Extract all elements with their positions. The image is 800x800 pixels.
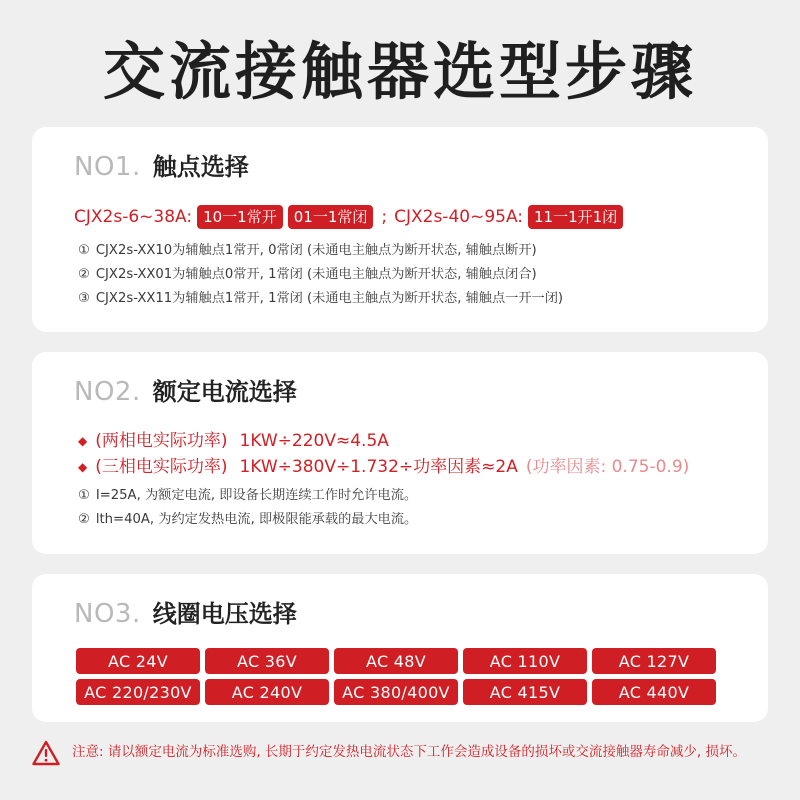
list-item bbox=[78, 484, 417, 508]
formula-text: 1KW÷220V≈4.5A bbox=[239, 431, 389, 451]
item-number: ① bbox=[78, 243, 90, 258]
section-header bbox=[74, 372, 297, 407]
item-text: CJX2s-XX10为辅触点1常开, 0常闭 (未通电主触点为断开状态, 辅触点断开) bbox=[95, 243, 537, 258]
warning-note bbox=[32, 740, 772, 766]
item-text: lth=40A, 为约定发热电流, 即极限能承载的最大电流。 bbox=[95, 512, 418, 527]
model-label: CJX2s-40~95A: bbox=[394, 207, 524, 227]
item-number: ② bbox=[78, 267, 90, 282]
voltage-tag: AC 24V bbox=[76, 648, 200, 674]
item-number: ② bbox=[78, 512, 90, 527]
item-number: ① bbox=[78, 488, 90, 503]
section-title: 触点选择 bbox=[152, 153, 249, 181]
item-text: CJX2s-XX11为辅触点1常开, 1常闭 (未通电主触点为断开状态, 辅触点一开一闭) bbox=[95, 291, 564, 306]
voltage-tag: AC 48V bbox=[334, 648, 458, 674]
formula-label: (两相电实际功率) bbox=[95, 431, 228, 451]
voltage-grid bbox=[76, 648, 726, 705]
item-text: CJX2s-XX01为辅触点0常开, 1常闭 (未通电主触点为断开状态, 辅触点闭合) bbox=[95, 267, 537, 282]
power-formulas bbox=[78, 428, 689, 480]
warning-triangle-icon bbox=[32, 740, 60, 766]
item-text: I=25A, 为额定电流, 即设备长期连续工作时允许电流。 bbox=[95, 488, 418, 503]
formula-line bbox=[78, 454, 689, 480]
section-number: NO3. bbox=[74, 599, 141, 629]
voltage-tag: AC 240V bbox=[205, 679, 329, 705]
voltage-tag: AC 127V bbox=[592, 648, 716, 674]
diamond-icon: ◆ bbox=[78, 460, 88, 474]
model-contact-row bbox=[74, 205, 623, 229]
current-notes bbox=[78, 484, 417, 532]
contact-tag: 11一1开1闭 bbox=[528, 205, 623, 229]
list-item bbox=[78, 287, 563, 311]
power-factor-note: (功率因素: 0.75-0.9) bbox=[525, 457, 690, 477]
page-title: 交流接触器选型步骤 bbox=[102, 35, 697, 108]
item-number: ③ bbox=[78, 291, 90, 306]
formula-text: 1KW÷380V÷1.732÷功率因素≈2A bbox=[239, 457, 518, 477]
model-label: CJX2s-6~38A: bbox=[74, 207, 193, 227]
diamond-icon: ◆ bbox=[78, 434, 88, 448]
section-number: NO2. bbox=[74, 377, 141, 407]
section-header bbox=[74, 147, 249, 182]
separator: ; bbox=[381, 207, 388, 227]
formula-line bbox=[78, 428, 689, 454]
voltage-tag: AC 440V bbox=[592, 679, 716, 705]
formula-label: (三相电实际功率) bbox=[95, 457, 228, 477]
contact-tag: 10一1常开 bbox=[197, 205, 283, 229]
list-item bbox=[78, 239, 563, 263]
contact-notes bbox=[78, 239, 563, 311]
voltage-tag: AC 415V bbox=[463, 679, 587, 705]
warning-text: 注意: 请以额定电流为标准选购, 长期于约定发热电流状态下工作会造成设备的损坏或交流接触器寿命减少, 损坏。 bbox=[72, 744, 747, 760]
voltage-tag: AC 380/400V bbox=[334, 679, 458, 705]
section-number: NO1. bbox=[74, 152, 141, 182]
section-contact-selection bbox=[32, 127, 768, 332]
section-current-selection bbox=[32, 352, 768, 554]
voltage-tag: AC 110V bbox=[463, 648, 587, 674]
contact-tag: 01一1常闭 bbox=[288, 205, 374, 229]
voltage-tag: AC 36V bbox=[205, 648, 329, 674]
list-item bbox=[78, 263, 563, 287]
section-header bbox=[74, 594, 297, 629]
section-title: 线圈电压选择 bbox=[152, 600, 297, 628]
voltage-tag: AC 220/230V bbox=[76, 679, 200, 705]
list-item bbox=[78, 508, 417, 532]
section-coil-voltage bbox=[32, 574, 768, 722]
section-title: 额定电流选择 bbox=[152, 378, 297, 406]
